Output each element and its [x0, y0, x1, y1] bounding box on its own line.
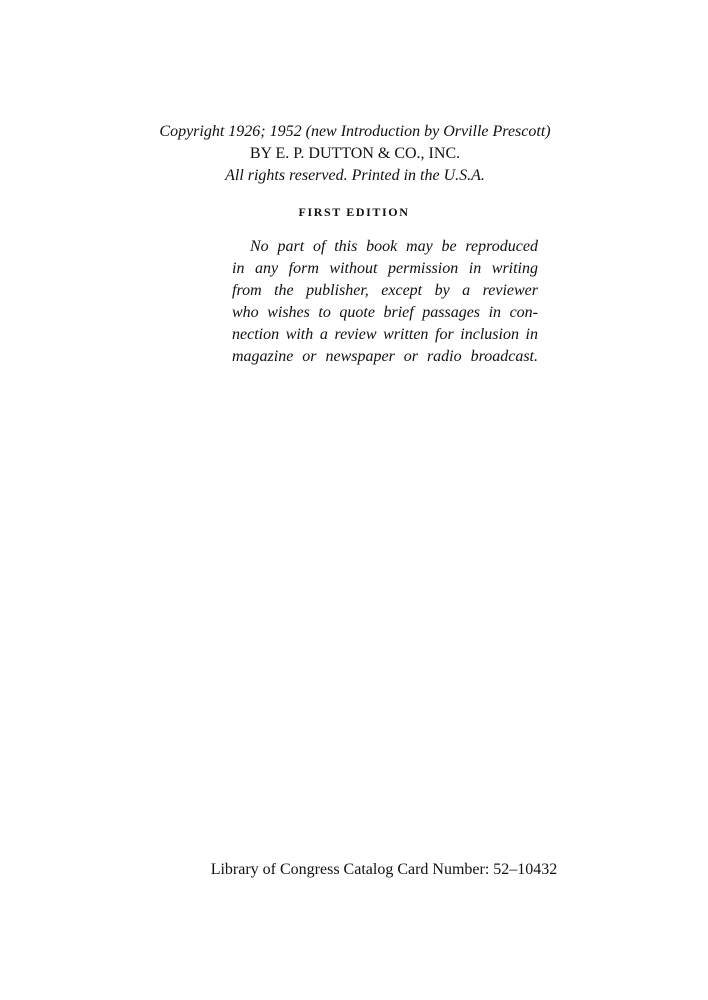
notice-line: in any form without permission in writing — [232, 260, 538, 277]
notice-line: nection with a review written for inclusion in — [232, 326, 538, 343]
notice-line: No part of this book may be reproduced — [250, 238, 538, 255]
publisher-name: BY E. P. DUTTON & CO., INC. — [249, 145, 461, 162]
copyright-block — [140, 121, 570, 187]
notice-line: from the publisher, except by a reviewer — [232, 282, 538, 299]
catalog-card-number: Library of Congress Catalog Card Number: 52–10432 — [210, 861, 558, 878]
reproduction-notice — [232, 236, 538, 368]
notice-line: who wishes to quote brief passages in con- — [232, 304, 538, 321]
edition-label: FIRST EDITION — [298, 205, 410, 219]
copyright-notice: Copyright 1926; 1952 (new Introduction by Orville Prescott) — [159, 123, 551, 140]
rights-statement: All rights reserved. Printed in the U.S.A. — [225, 167, 485, 184]
notice-line: magazine or newspaper or radio broadcast. — [232, 348, 538, 365]
